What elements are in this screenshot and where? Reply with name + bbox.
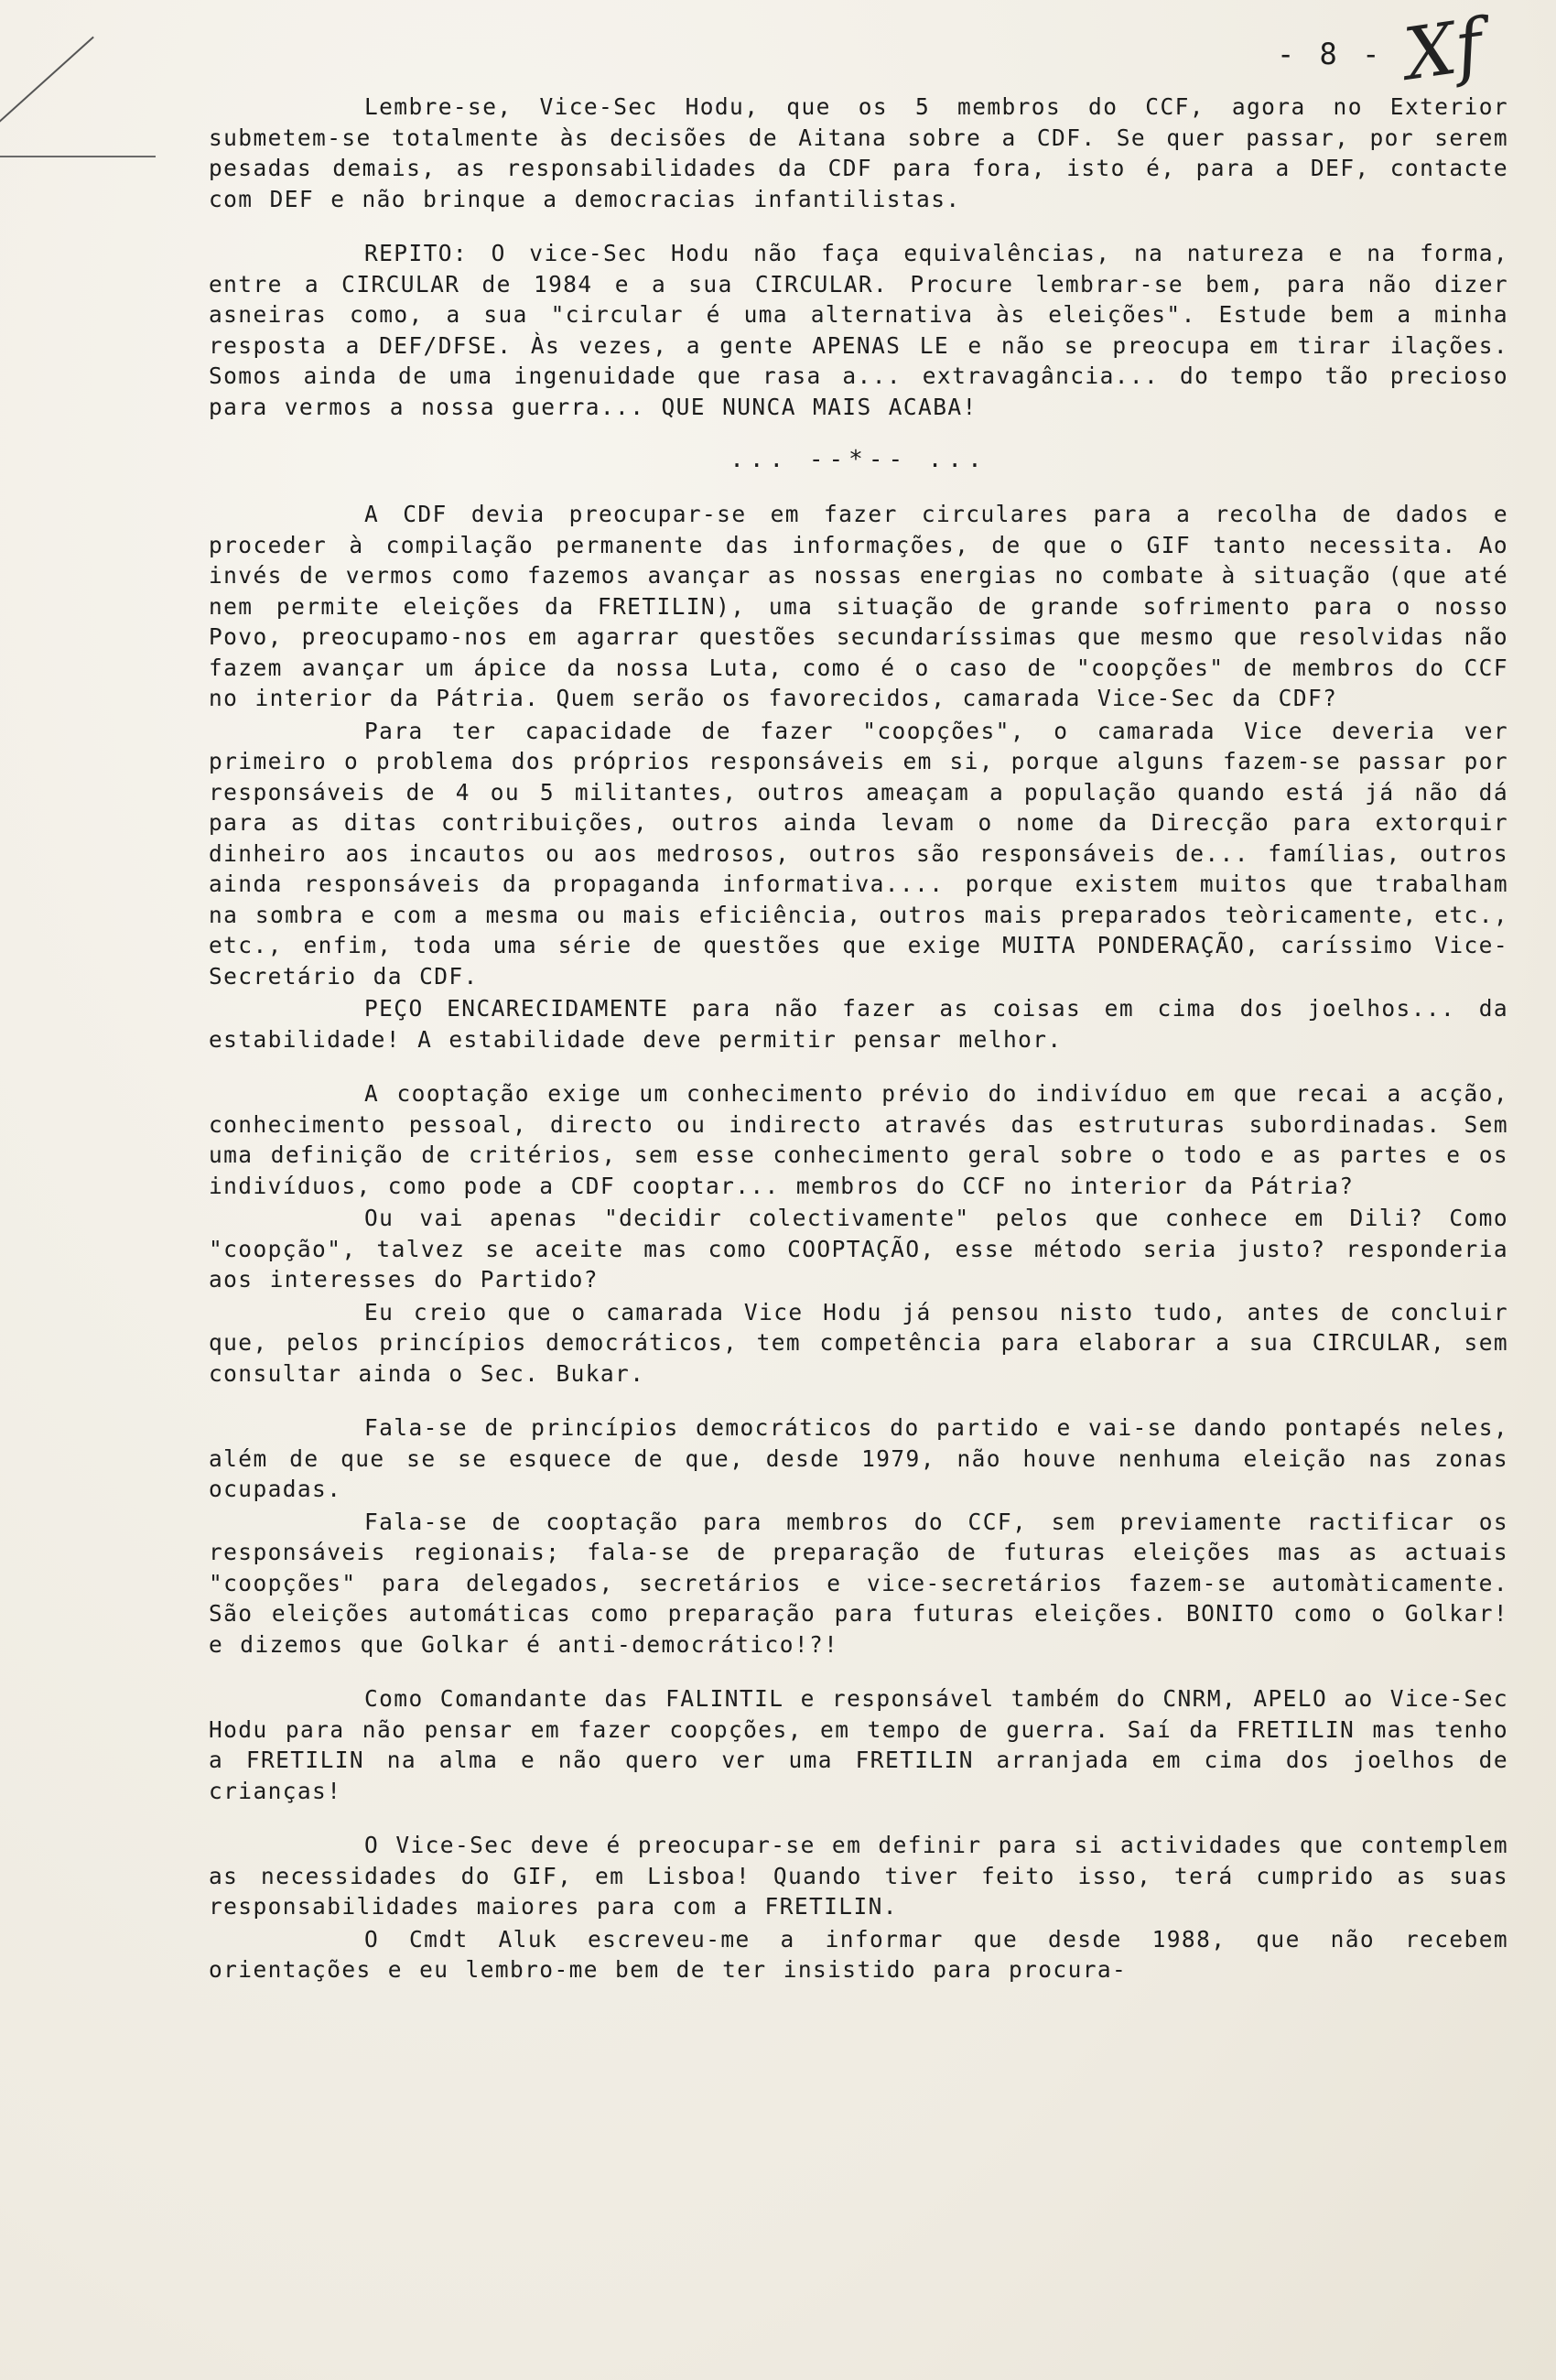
paragraph-6: A cooptação exige um conhecimento prévio do indivíduo em que recai a acção, conhecimento pessoal, directo ou indirecto através das estruturas subordinadas. Sem uma definição de critérios, sem esse conhecimento geral sobre o todo e as partes e os indivíduos, como pode a CDF cooptar... membros do CCF no interior da Pátria? [209, 1080, 1508, 1199]
paragraph-4: Para ter capacidade de fazer "coopções", o camarada Vice deveria ver primeiro o problema dos próprios responsáveis em si, porque alguns fazem-se passar por responsáveis de 4 ou 5 militantes, outros ameaçam a população quando está já não dá para as ditas contribuições, outros ainda levam o nome da Direcção para extorquir dinheiro aos incautos ou aos medrosos, outros são responsáveis de... famílias, outros ainda responsáveis da propaganda informativa.... porque existem muitos que trabalham na sombra e com a mesma ou mais eficiência, outros mais preparados teòricamente, etc., etc., enfim, toda uma série de questões que exige MUITA PONDERAÇÃO, caríssimo Vice-Secretário da CDF. [209, 717, 1508, 990]
paragraph-7: Ou vai apenas "decidir colectivamente" pelos que conhece em Dili? Como "coopção", talvez se aceite mas como COOPTAÇÃO, esse método seria justo? responderia aos interesses do Partido? [209, 1205, 1508, 1293]
page-number: - 8 - [1277, 37, 1384, 71]
paragraph-11: Como Comandante das FALINTIL e responsável também do CNRM, APELO ao Vice-Sec Hodu para não pensar em fazer coopções, em tempo de guerra. Saí da FRETILIN mas tenho a FRETILIN na alma e não quero ver uma FRETILIN arranjada em cima dos joelhos de crianças! [209, 1685, 1508, 1804]
paragraph-3: A CDF devia preocupar-se em fazer circulares para a recolha de dados e proceder à compilação permanente das informações, de que o GIF tanto necessita. Ao invés de vermos como fazemos avançar as nossas energias no combate à situação (que até nem permite eleições da FRETILIN), uma situação de grande sofrimento para o nosso Povo, preocupamo-nos em agarrar questões secundaríssimas que mesmo que resolvidas não fazem avançar um ápice da nossa Luta, como é o caso de "coopções" de membros do CCF no interior da Pátria. Quem serão os favorecidos, camarada Vice-Sec da CDF? [209, 501, 1508, 711]
handwritten-initials: Xf [1399, 4, 1488, 97]
paragraph-8: Eu creio que o camarada Vice Hodu já pensou nisto tudo, antes de concluir que, pelos princípios democráticos, tem competência para elaborar a sua CIRCULAR, sem consultar ainda o Sec. Bukar. [209, 1298, 1508, 1387]
document-body [209, 92, 1508, 2353]
page-corner-fold [0, 0, 156, 157]
paragraph-9: Fala-se de princípios democráticos do partido e vai-se dando pontapés neles, além de que se se esquece de que, desde 1979, não houve nenhuma eleição nas zonas ocupadas. [209, 1414, 1508, 1502]
section-separator: ... --*-- ... [729, 446, 988, 473]
paragraph-1: Lembre-se, Vice-Sec Hodu, que os 5 membros do CCF, agora no Exterior submetem-se totalmente às decisões de Aitana sobre a CDF. Se quer passar, por serem pesadas demais, as responsabilidades da CDF para fora, isto é, para a DEF, contacte com DEF e não brinque a democracias infantilistas. [209, 93, 1508, 212]
paragraph-5: PEÇO ENCARECIDAMENTE para não fazer as coisas em cima dos joelhos... da estabilidade! A estabilidade deve permitir pensar melhor. [209, 995, 1508, 1053]
paragraph-12: O Vice-Sec deve é preocupar-se em definir para si actividades que contemplem as necessidades do GIF, em Lisboa! Quando tiver feito isso, terá cumprido as suas responsabilidades maiores para com a FRETILIN. [209, 1832, 1508, 1920]
paragraph-10: Fala-se de cooptação para membros do CCF, sem previamente ractificar os responsáveis regionais; fala-se de preparação de futuras eleições mas as actuais "coopções" para delegados, secretários e vice-secretários fazem-se automàticamente. São eleições automáticas como preparação para futuras eleições. BONITO como o Golkar! e dizemos que Golkar é anti-democrático!?! [209, 1508, 1508, 1658]
paragraph-13: O Cmdt Aluk escreveu-me a informar que desde 1988, que não recebem orientações e eu lembro-me bem de ter insistido para procura- [209, 1925, 1508, 1983]
paragraph-2: REPITO: O vice-Sec Hodu não faça equivalências, na natureza e na forma, entre a CIRCULAR de 1984 e a sua CIRCULAR. Procure lembrar-se bem, para não dizer asneiras como, a sua "circular é uma alternativa às eleições". Estude bem a minha resposta a DEF/DFSE. Às vezes, a gente APENAS LE e não se preocupa em tirar ilações. Somos ainda de uma ingenuidade que rasa a... extravagância... do tempo tão precioso para vermos a nossa guerra... QUE NUNCA MAIS ACABA! [209, 240, 1508, 420]
